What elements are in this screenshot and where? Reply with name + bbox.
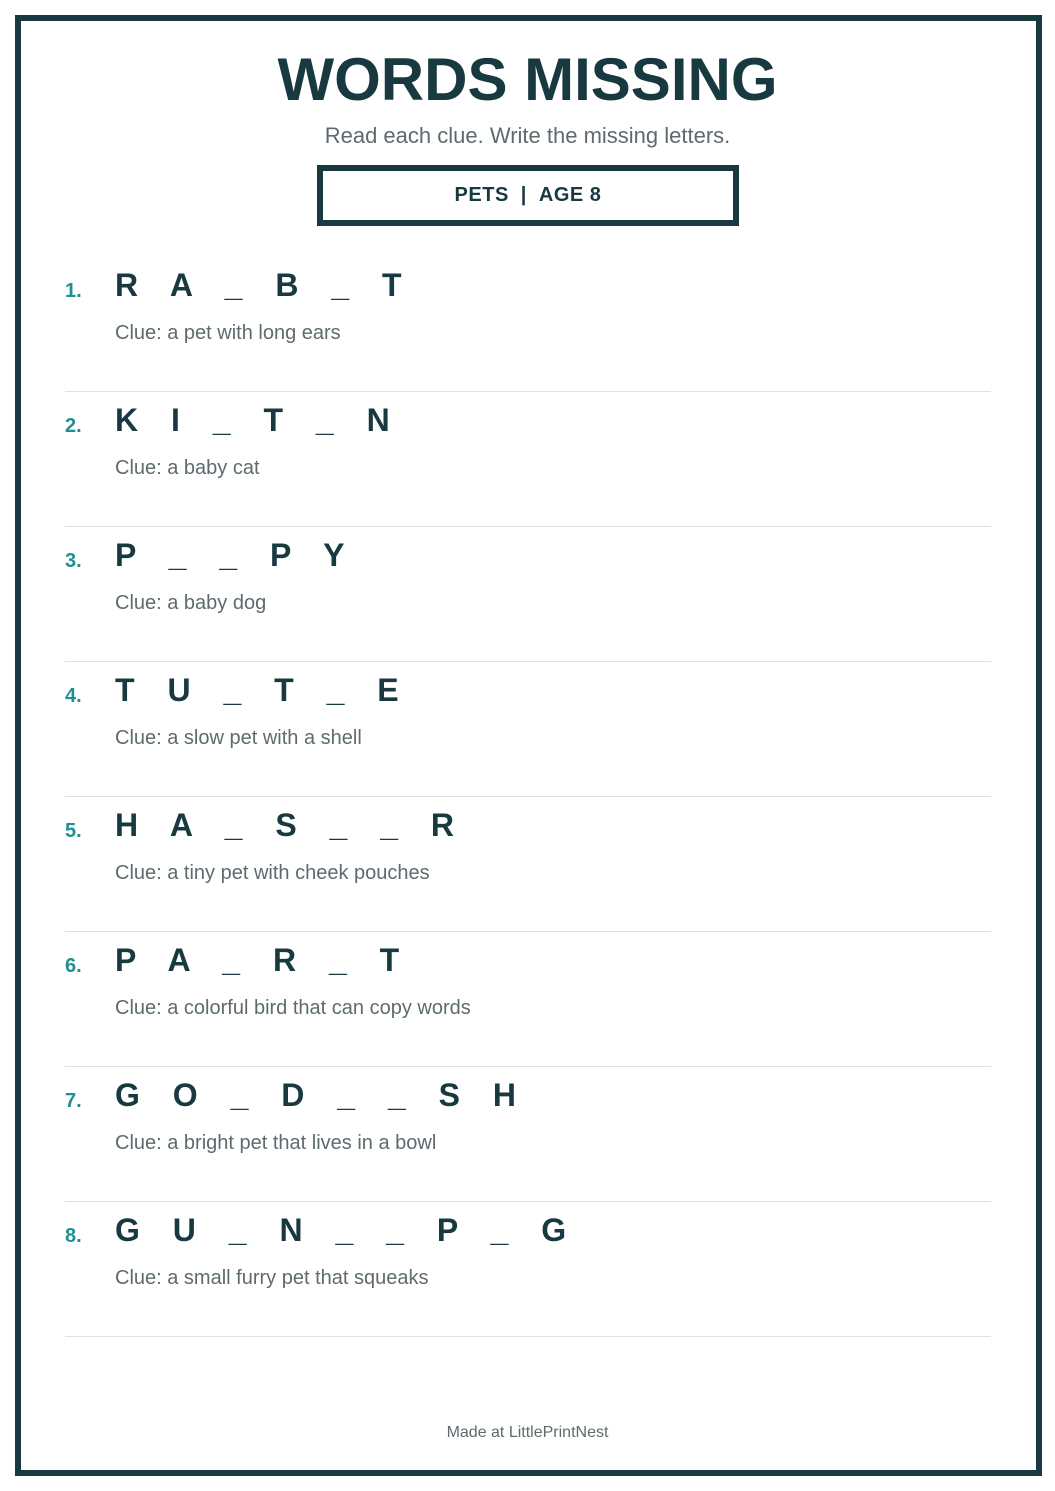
puzzle-item xyxy=(65,797,991,932)
badge-age: AGE 8 xyxy=(538,184,602,206)
item-number: 2. xyxy=(65,415,82,437)
missing-letters-word[interactable]: G U _ N _ _ P _ G xyxy=(115,1212,579,1248)
puzzle-item xyxy=(65,662,991,797)
missing-letters-word[interactable]: G O _ D _ _ S H xyxy=(115,1077,528,1113)
item-number: 4. xyxy=(65,685,82,707)
puzzle-item xyxy=(65,932,991,1067)
item-number: 6. xyxy=(65,955,82,977)
puzzle-item xyxy=(65,1067,991,1202)
item-number: 7. xyxy=(65,1090,82,1112)
item-number: 5. xyxy=(65,820,82,842)
item-clue: Clue: a pet with long ears xyxy=(115,322,341,344)
instructions-subtitle: Read each clue. Write the missing letters. xyxy=(324,123,731,148)
badge-separator: | xyxy=(520,184,527,206)
footer-credit: Made at LittlePrintNest xyxy=(446,1424,609,1441)
item-clue: Clue: a bright pet that lives in a bowl xyxy=(115,1132,437,1154)
item-clue: Clue: a slow pet with a shell xyxy=(115,727,362,749)
puzzle-item xyxy=(65,392,991,527)
badge-topic: PETS xyxy=(454,184,509,206)
item-clue: Clue: a colorful bird that can copy words xyxy=(115,997,471,1019)
missing-letters-word[interactable]: P _ _ P Y xyxy=(115,537,357,573)
missing-letters-word[interactable]: R A _ B _ T xyxy=(115,267,414,303)
missing-letters-word[interactable]: H A _ S _ _ R xyxy=(115,807,467,843)
item-clue: Clue: a baby cat xyxy=(115,457,260,479)
item-clue: Clue: a small furry pet that squeaks xyxy=(115,1267,429,1289)
missing-letters-word[interactable]: P A _ R _ T xyxy=(115,942,412,978)
item-clue: Clue: a tiny pet with cheek pouches xyxy=(115,862,430,884)
puzzle-list xyxy=(65,257,991,1337)
missing-letters-word[interactable]: T U _ T _ E xyxy=(115,672,411,708)
topic-age-badge xyxy=(317,165,739,226)
missing-letters-word[interactable]: K I _ T _ N xyxy=(115,402,402,438)
puzzle-item xyxy=(65,1202,991,1337)
page-title: WORDS MISSING xyxy=(277,46,778,113)
item-number: 8. xyxy=(65,1225,82,1247)
item-number: 3. xyxy=(65,550,82,572)
item-clue: Clue: a baby dog xyxy=(115,592,267,614)
item-number: 1. xyxy=(65,280,82,302)
puzzle-item xyxy=(65,257,991,392)
puzzle-item xyxy=(65,527,991,662)
